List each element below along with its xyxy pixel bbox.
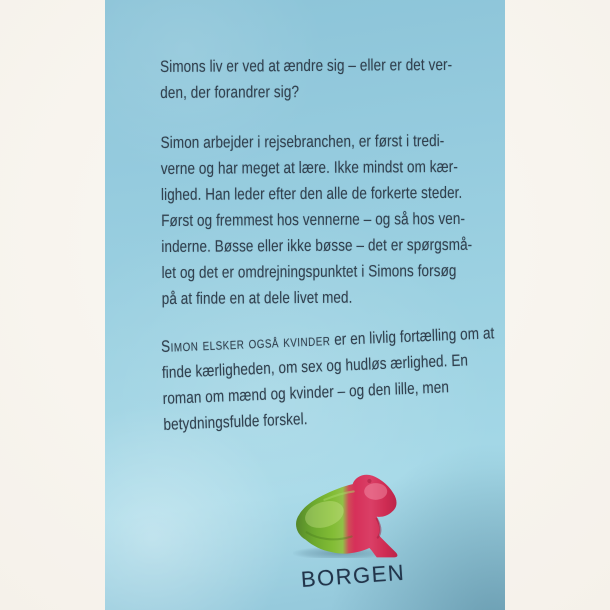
text-line: Simon arbejder i rejsebranchen, er først i tredi- (160, 132, 445, 152)
text-line: på at finde en at dele livet med. (161, 288, 353, 308)
frog-pink-sheen (364, 483, 387, 500)
text-line: betydningsfulde forskel. (163, 410, 308, 434)
paragraph-summary (160, 321, 495, 438)
frog-eye (367, 479, 371, 483)
text-line: verne og har meget at lære. Ikke mindst om kær- (160, 157, 458, 178)
book-title-smallcaps: Simon elsker også kvinder (160, 331, 331, 357)
gummy-frog-icon (293, 472, 405, 558)
publisher-logo: BORGEN (300, 559, 406, 592)
back-cover (105, 0, 505, 610)
text-span: er en livlig fortælling om at (330, 324, 495, 350)
text-line: inderne. Bøsse eller ikke bøsse – det er spørgsmå- (161, 235, 473, 256)
text-line: Simons liv er ved at ændre sig – eller er det ver- (160, 55, 453, 76)
text-line: Først og fremmest hos vennerne – og så hos ven- (161, 209, 466, 230)
text-line: den, der forandrer sig? (160, 83, 300, 102)
paragraph-description (161, 128, 476, 312)
text-line: finde kærligheden, om sex og hudløs ærlighed. En (161, 351, 469, 382)
paragraph-intro (160, 52, 474, 106)
text-line: let og det er omdrejningspunktet i Simons forsøg (161, 261, 457, 282)
text-line: lighed. Han leder efter den alle de forkerte steder. (160, 183, 463, 204)
gummy-frog-image (293, 472, 405, 558)
blurb-text (160, 52, 495, 438)
text-line: roman om mænd og kvinder – og den lille, men (162, 378, 450, 408)
